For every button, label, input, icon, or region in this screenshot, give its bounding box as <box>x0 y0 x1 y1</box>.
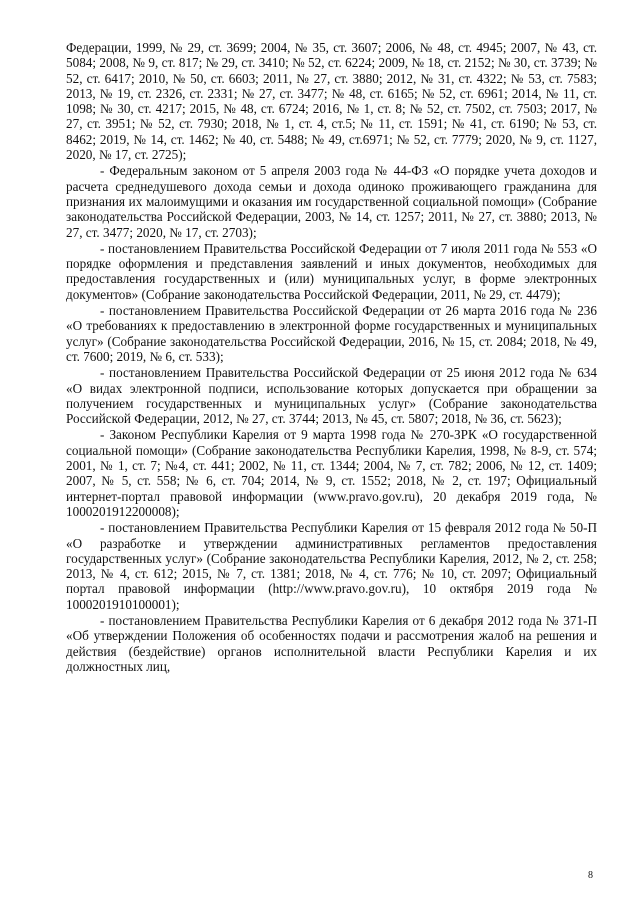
paragraph-2: - постановлением Правительства Российской Федерации от 7 июля 2011 года № 553 «О порядке оформления и представления заявлений и иных документов, необходимых для предоставления государственных и (или) муниципальных услуг, в форме электронных документов» (Собрание законодательства Российской Федерации, 2011, № 29, ст. 4479); <box>66 240 597 302</box>
paragraph-6: - постановлением Правительства Республики Карелия от 15 февраля 2012 года № 50-П «О разработке и утверждении административных регламентов предоставления государственных услуг» (Собрание законодательства Республики Карелия, 2012, № 2, ст. 258; 2013, № 4, ст. 612; 2015, № 7, ст. 1381; 2018, № 4, ст. 776; № 10, ст. 2097; Официальный портал правовой информации (http://www.pravo.gov.ru), 10 октября 2019 года № 1000201910100001); <box>66 520 597 612</box>
paragraph-1: - Федеральным законом от 5 апреля 2003 года № 44-ФЗ «О порядке учета доходов и расчета среднедушевого дохода семьи и дохода одиноко проживающего гражданина для признания их малоимущими и оказания им государственной социальной помощи» (Собрание законодательства Российской Федерации, 2003, № 14, ст. 1257; 2011, № 27, ст. 3880; 2013, № 27, ст. 3477; 2020, № 17, ст. 2703); <box>66 163 597 240</box>
paragraph-4: - постановлением Правительства Российской Федерации от 25 июня 2012 года № 634 «О видах электронной подписи, использование которых допускается при обращении за получением государственных и муниципальных услуг» (Собрание законодательства Российской Федерации, 2012, № 27, ст. 3744; 2013, № 45, ст. 5807; 2018, № 36, ст. 5623); <box>66 365 597 427</box>
paragraph-7: - постановлением Правительства Республики Карелия от 6 декабря 2012 года № 371-П «Об утверждении Положения об особенностях подачи и рассмотрения жалоб на решения и действия (бездействие) органов исполнительной власти Республики Карелия и их должностных лиц, <box>66 612 597 674</box>
page-number: 8 <box>588 870 593 881</box>
paragraph-5: - Законом Республики Карелия от 9 марта 1998 года № 270-ЗРК «О государственной социальной помощи» (Собрание законодательства Республики Карелия, 1998, № 8-9, ст. 574; 2001, № 1, ст. 7; №4, ст. 441; 2002, № 11, ст. 1344; 2004, № 7, ст. 782; 2006, № 12, ст. 1409; 2007, № 5, ст. 558; № 6, ст. 704; 2014, № 9, ст. 1552; 2018, № 2, ст. 197; Официальный интернет-портал правовой информации (www.pravo.gov.ru), 20 декабря 2019 года, № 1000201912200008); <box>66 427 597 519</box>
paragraph-0: Федерации, 1999, № 29, ст. 3699; 2004, № 35, ст. 3607; 2006, № 48, ст. 4945; 2007, № 43, ст. 5084; 2008, № 9, ст. 817; № 29, ст. 3410; № 52, ст. 6224; 2009, № 18, ст. 2152; № 30, ст. 3739; № 52, ст. 6417; 2010, № 50, ст. 6603; 2011, № 27, ст. 3880; 2012, № 31, ст. 4322; № 53, ст. 7583; 2013, № 19, ст. 2326, ст. 2331; № 27, ст. 3477; № 48, ст. 6165; № 52, ст. 6961; 2014, № 11, ст. 1098; № 30, ст. 4217; 2015, № 48, ст. 6724; 2016, № 1, ст. 8; № 52, ст. 7502, ст. 7503; 2017, № 27, ст. 3951; № 52, ст. 7930; 2018, № 1, ст. 4, ст.5; № 11, ст. 1591; № 41, ст. 6190; № 53, ст. 8462; 2019, № 14, ст. 1462; № 40, ст. 5488; № 49, ст.6971; № 52, ст. 7779; 2020, № 9, ст. 1127, 2020, № 17, ст. 2725); <box>66 40 597 163</box>
document-body <box>66 40 597 675</box>
paragraph-3: - постановлением Правительства Российской Федерации от 26 марта 2016 года № 236 «О требованиях к предоставлению в электронной форме государственных и муниципальных услуг» (Собрание законодательства Российской Федерации, 2016, № 15, ст. 2084; 2018, № 49, ст. 7600; 2019, № 6, ст. 533); <box>66 303 597 364</box>
